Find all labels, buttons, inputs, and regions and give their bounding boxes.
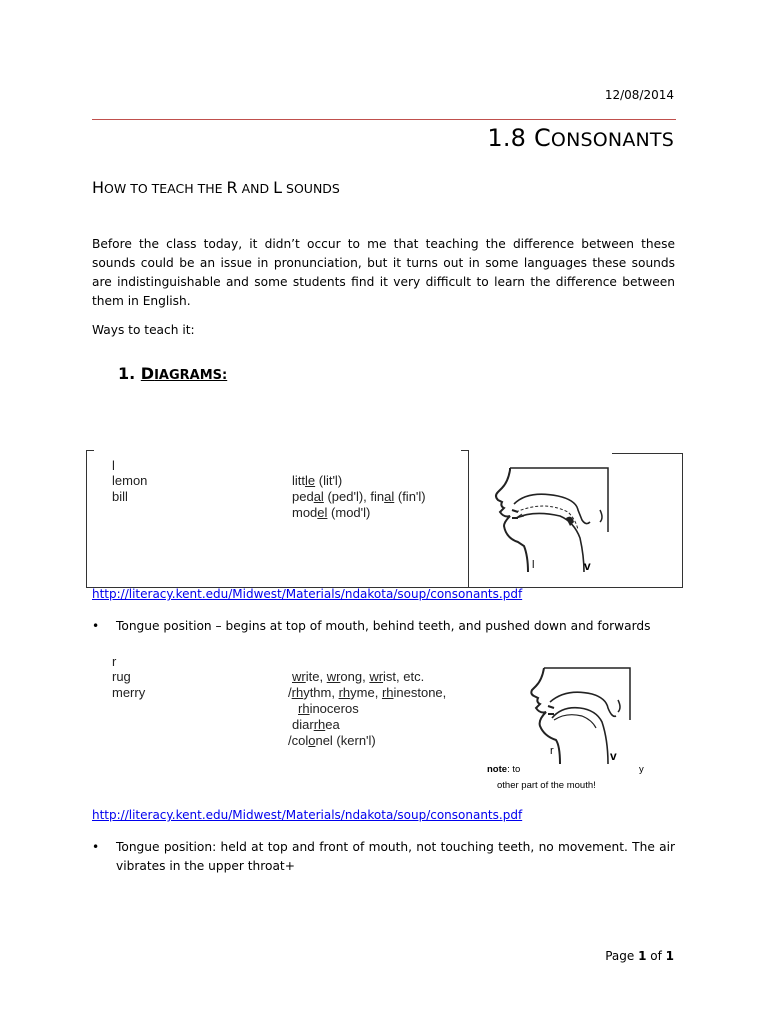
- word-part: /: [288, 685, 292, 700]
- r-word-merry: merry: [112, 685, 146, 700]
- diagram-label-r: r: [550, 745, 554, 757]
- l-letter: l: [112, 458, 115, 473]
- r-word-rug: rug: [112, 669, 131, 684]
- bullet-icon: •: [92, 619, 100, 633]
- footer-of: of: [646, 949, 666, 963]
- word-part: (ped'l), fin: [323, 489, 385, 504]
- section-title-first: D: [140, 364, 155, 383]
- word-part: ped: [292, 489, 314, 504]
- word-part: inoceros: [309, 701, 359, 716]
- l-word-little: [292, 473, 342, 489]
- word-part: ea: [325, 717, 340, 732]
- note-text: : to: [507, 764, 521, 775]
- subtitle-part: AND: [237, 181, 274, 196]
- word-part: ist, etc.: [383, 669, 425, 684]
- mouth-diagram-r: [526, 660, 636, 770]
- figure-frame: [468, 450, 469, 588]
- l-word-pedal: [292, 489, 426, 505]
- subtitle-part: SOUNDS: [282, 181, 340, 196]
- source-link-1[interactable]: http://literacy.kent.edu/Midwest/Materials/ndakota/soup/consonants.pdf: [92, 587, 523, 601]
- word-part: (mod'l): [327, 505, 371, 520]
- title-rest: ONSONANTS: [550, 129, 674, 151]
- r-note: [487, 764, 520, 775]
- section-title: [141, 364, 227, 383]
- word-part: /col: [288, 733, 309, 748]
- r-word-rhythm: [288, 685, 446, 701]
- l-word-model: [292, 505, 370, 521]
- page-footer: [605, 949, 674, 963]
- figure-frame: [86, 450, 87, 588]
- word-part: mod: [292, 505, 318, 520]
- word-part: nel (kern'l): [315, 733, 376, 748]
- section-title-rest: IAGRAMS:: [154, 368, 228, 383]
- document-date: 12/08/2014: [604, 88, 674, 102]
- l-word-lemon: lemon: [112, 473, 148, 488]
- figure-frame: [612, 453, 683, 454]
- word-part: (fin'l): [394, 489, 426, 504]
- bullet-text-2: Tongue position: held at top and front of mouth, not touching teeth, no movement. The air vibrates in the upper throat+: [116, 840, 675, 873]
- word-part: (lit'l): [315, 473, 343, 488]
- word-part: ite,: [305, 669, 327, 684]
- note-bold: note: [487, 764, 508, 775]
- subtitle-part: R: [226, 178, 238, 197]
- r-letter: r: [112, 654, 117, 669]
- bullet-text-1: Tongue position – begins at top of mouth, behind teeth, and pushed down and forwards: [116, 619, 651, 633]
- word-part: diar: [292, 717, 314, 732]
- word-part-underlined: rh: [381, 685, 394, 700]
- r-word-diarrhea: [292, 717, 340, 733]
- word-part-underlined: rh: [298, 701, 310, 716]
- bullet-item-2: [92, 838, 675, 876]
- bullet-item-1: [92, 617, 675, 636]
- l-word-bill: bill: [112, 489, 128, 504]
- word-part-underlined: al: [384, 489, 395, 504]
- r-word-colonel: [288, 733, 376, 749]
- word-part-underlined: wr: [292, 669, 306, 684]
- figure-frame: [86, 450, 94, 451]
- diagram-label-l: l: [532, 559, 535, 571]
- word-part-underlined: el: [317, 505, 328, 520]
- title-number: 1.8: [487, 124, 534, 152]
- word-part-underlined: wr: [369, 669, 384, 684]
- footer-page-number: 1: [638, 949, 647, 963]
- figure-frame: [682, 453, 683, 588]
- word-part: litt: [292, 473, 305, 488]
- word-part-underlined: al: [313, 489, 324, 504]
- figure-frame: [461, 450, 469, 451]
- page-title: [487, 124, 674, 152]
- section-subtitle: [92, 178, 340, 197]
- diagram-arrow-label-r: v: [610, 749, 617, 763]
- section-heading-diagrams: [118, 364, 227, 383]
- bullet-icon: •: [92, 840, 100, 854]
- word-part-underlined: rh: [338, 685, 351, 700]
- subtitle-part: L: [273, 178, 283, 197]
- word-part: ythm,: [303, 685, 339, 700]
- section-number: 1.: [118, 364, 136, 383]
- footer-label: Page: [605, 949, 639, 963]
- word-part-underlined: wr: [326, 669, 341, 684]
- word-part: yme,: [350, 685, 382, 700]
- word-part-underlined: le: [305, 473, 316, 488]
- footer-page-total: 1: [665, 949, 674, 963]
- r-word-rhinoceros: [298, 701, 359, 717]
- word-part: inestone,: [393, 685, 447, 700]
- intro-paragraph: Before the class today, it didn’t occur to me that teaching the difference between these sounds could be an issue in pronunciation, but it turns out in some languages these sounds are indistinguishable and some students find it very difficult to learn the difference between them in English.: [92, 237, 675, 308]
- mouth-diagram-l: [488, 460, 638, 580]
- word-part-underlined: rh: [291, 685, 304, 700]
- r-note-y: y: [639, 764, 644, 775]
- r-sound-figure: [86, 650, 684, 795]
- word-part-underlined: o: [308, 733, 316, 748]
- subtitle-part: OW TO TEACH THE: [104, 181, 227, 196]
- word-part-underlined: rh: [313, 717, 326, 732]
- r-note-line2: other part of the mouth!: [497, 780, 596, 791]
- r-word-write: [292, 669, 424, 685]
- source-link-2[interactable]: http://literacy.kent.edu/Midwest/Materials/ndakota/soup/consonants.pdf: [92, 808, 523, 822]
- diagram-arrow-label-l: v: [584, 559, 591, 573]
- subtitle-part: H: [92, 178, 105, 197]
- ways-text: Ways to teach it:: [92, 323, 195, 337]
- title-first-letter: C: [533, 124, 551, 152]
- header-rule: [92, 119, 676, 120]
- l-sound-figure: [86, 450, 684, 590]
- word-part: ong,: [340, 669, 370, 684]
